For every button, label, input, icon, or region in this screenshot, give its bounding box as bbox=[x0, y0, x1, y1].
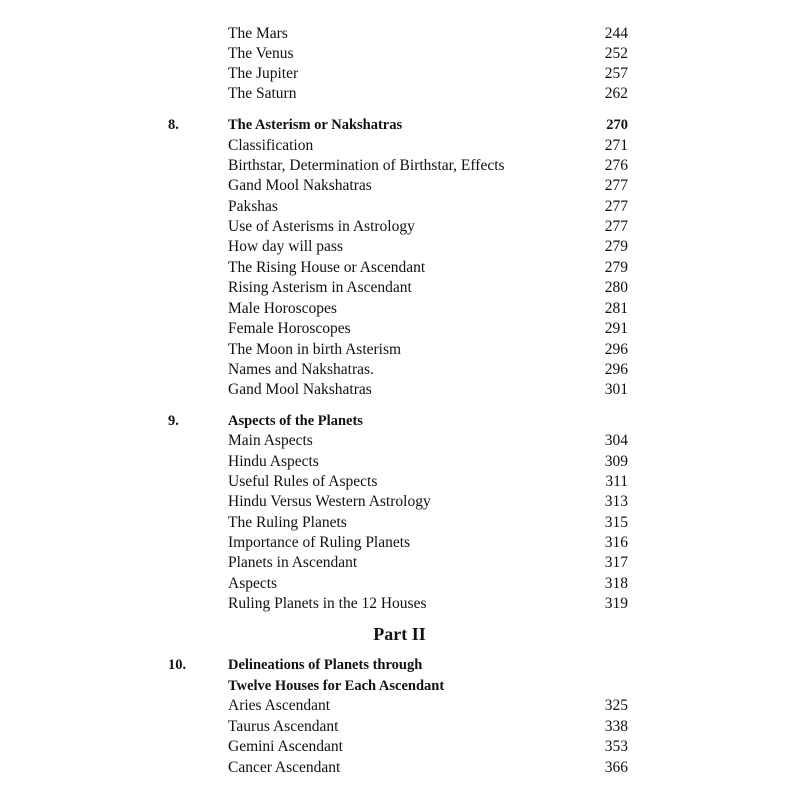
entry-title: Rising Asterism in Ascendant bbox=[228, 279, 412, 296]
toc-entry bbox=[0, 44, 799, 64]
entry-page: 271 bbox=[604, 137, 628, 154]
entry-page: 311 bbox=[605, 473, 628, 490]
entry-title: Birthstar, Determination of Birthstar, Effects bbox=[228, 157, 505, 174]
toc-entry bbox=[0, 758, 799, 778]
toc-entry bbox=[0, 197, 799, 217]
toc-entry bbox=[0, 156, 799, 176]
entry-title: Pakshas bbox=[228, 198, 278, 215]
entry-page: 315 bbox=[604, 514, 628, 531]
toc-entry bbox=[0, 574, 799, 594]
entry-page: 317 bbox=[604, 554, 628, 571]
chapter-title: Aspects of the Planets bbox=[228, 413, 363, 429]
toc-entry bbox=[0, 84, 799, 104]
entry-page: 276 bbox=[604, 157, 628, 174]
toc-entry bbox=[0, 64, 799, 84]
entry-page: 280 bbox=[604, 279, 628, 296]
chapter-page: 270 bbox=[606, 117, 628, 133]
entry-page: 366 bbox=[604, 759, 628, 776]
toc-entry bbox=[0, 217, 799, 237]
toc-entry bbox=[0, 278, 799, 298]
entry-title: Taurus Ascendant bbox=[228, 718, 339, 735]
entry-title: The Venus bbox=[228, 45, 294, 62]
toc-entry bbox=[0, 452, 799, 472]
entry-title: Gemini Ascendant bbox=[228, 738, 343, 755]
entry-page: 301 bbox=[604, 381, 628, 398]
chapter-number: 10. bbox=[168, 657, 187, 673]
toc-entry bbox=[0, 237, 799, 257]
chapter-title-line2: Twelve Houses for Each Ascendant bbox=[228, 678, 445, 694]
toc-entry bbox=[0, 594, 799, 614]
chapter-heading-8 bbox=[0, 115, 799, 135]
entry-title: Use of Asterisms in Astrology bbox=[228, 218, 415, 235]
toc-entry bbox=[0, 176, 799, 196]
entry-page: 316 bbox=[604, 534, 628, 551]
entry-title: Male Horoscopes bbox=[228, 300, 337, 317]
entry-title: Gand Mool Nakshatras bbox=[228, 177, 372, 194]
entry-page: 296 bbox=[604, 361, 628, 378]
entry-page: 277 bbox=[604, 177, 628, 194]
toc-entry bbox=[0, 299, 799, 319]
entry-title: Gand Mool Nakshatras bbox=[228, 381, 372, 398]
toc-entry bbox=[0, 717, 799, 737]
entry-title: The Rising House or Ascendant bbox=[228, 259, 426, 276]
chapter-number: 9. bbox=[168, 413, 179, 429]
entry-title: Female Horoscopes bbox=[228, 320, 351, 337]
entry-title: Names and Nakshatras. bbox=[228, 361, 374, 378]
entry-page: 296 bbox=[604, 341, 628, 358]
toc-entry bbox=[0, 533, 799, 553]
entry-title: Cancer Ascendant bbox=[228, 759, 341, 776]
entry-page: 277 bbox=[604, 218, 628, 235]
entry-page: 325 bbox=[604, 697, 628, 714]
entry-title: Aspects bbox=[228, 575, 278, 592]
chapter-heading-10-continued bbox=[0, 676, 799, 696]
entry-page: 252 bbox=[604, 45, 628, 62]
entry-page: 279 bbox=[604, 238, 628, 255]
entry-page: 318 bbox=[604, 575, 628, 592]
entry-title: The Jupiter bbox=[228, 65, 299, 82]
toc-entry bbox=[0, 737, 799, 757]
entry-title: The Mars bbox=[228, 25, 288, 42]
entry-page: 313 bbox=[604, 493, 628, 510]
toc-entry bbox=[0, 360, 799, 380]
entry-page: 338 bbox=[604, 718, 628, 735]
toc-entry bbox=[0, 380, 799, 400]
chapter-number: 8. bbox=[168, 117, 179, 133]
entry-title: Planets in Ascendant bbox=[228, 554, 358, 571]
part-heading: Part II bbox=[373, 624, 426, 644]
toc-entry bbox=[0, 24, 799, 44]
entry-title: The Moon in birth Asterism bbox=[228, 341, 402, 358]
entry-page: 353 bbox=[604, 738, 628, 755]
entry-page: 279 bbox=[604, 259, 628, 276]
entry-title: Ruling Planets in the 12 Houses bbox=[228, 595, 427, 612]
entry-title: Useful Rules of Aspects bbox=[228, 473, 378, 490]
toc-entry bbox=[0, 319, 799, 339]
entry-page: 309 bbox=[604, 453, 628, 470]
chapter-heading-10 bbox=[0, 655, 799, 675]
entry-title: How day will pass bbox=[228, 238, 343, 255]
chapter-title: The Asterism or Nakshatras bbox=[228, 117, 403, 133]
toc-entry bbox=[0, 258, 799, 278]
entry-page: 319 bbox=[604, 595, 628, 612]
entry-title: Hindu Aspects bbox=[228, 453, 319, 470]
entry-title: Hindu Versus Western Astrology bbox=[228, 493, 431, 510]
entry-page: 281 bbox=[604, 300, 628, 317]
entry-page: 257 bbox=[604, 65, 628, 82]
entry-page: 277 bbox=[604, 198, 628, 215]
entry-page: 262 bbox=[604, 85, 628, 102]
entry-title: Main Aspects bbox=[228, 432, 313, 449]
entry-page: 291 bbox=[604, 320, 628, 337]
toc-entry bbox=[0, 553, 799, 573]
entry-title: Importance of Ruling Planets bbox=[228, 534, 411, 551]
toc-entry bbox=[0, 340, 799, 360]
toc-entry bbox=[0, 696, 799, 716]
chapter-title-line1: Delineations of Planets through bbox=[228, 657, 423, 673]
toc-entry bbox=[0, 492, 799, 512]
entry-title: The Saturn bbox=[228, 85, 297, 102]
entry-title: The Ruling Planets bbox=[228, 514, 347, 531]
toc-entry bbox=[0, 431, 799, 451]
toc-entry bbox=[0, 472, 799, 492]
toc-entry bbox=[0, 136, 799, 156]
entry-title: Aries Ascendant bbox=[228, 697, 331, 714]
entry-title: Classification bbox=[228, 137, 314, 154]
entry-page: 304 bbox=[604, 432, 628, 449]
entry-page: 244 bbox=[604, 25, 628, 42]
chapter-heading-9 bbox=[0, 411, 799, 431]
toc-entry bbox=[0, 513, 799, 533]
